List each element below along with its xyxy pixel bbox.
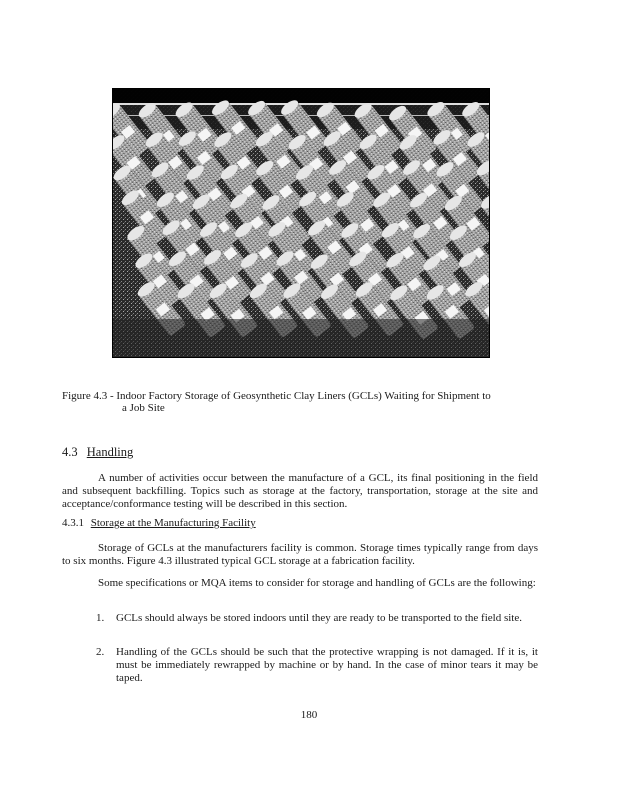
figure-photo [112,88,490,358]
figure-caption [62,390,542,414]
list-item-number: 1. [96,612,105,624]
section-heading [62,445,133,460]
list-item-text: Handling of the GCLs should be such that the protective wrapping is not damaged. If it is, it must be immediately rewrapped by machine or by hand. In the case of minor tears it may be taped. [116,646,538,684]
list-item [96,646,538,685]
subsection-number: 4.3.1 [62,517,84,529]
page-number: 180 [300,709,318,721]
gcl-rolls-photo [113,89,489,357]
list-item [96,612,538,625]
section-number: 4.3 [62,445,78,459]
caption-line-2: a Job Site [122,402,165,414]
caption-line-1: Figure 4.3 - Indoor Factory Storage of Geosynthetic Clay Liners (GCLs) Waiting for Shipment to [62,390,491,402]
section-title: Handling [86,445,134,459]
list-item-number: 2. [96,646,105,658]
specifications-paragraph: Some specifications or MQA items to consider for storage and handling of GCLs are the following: [98,577,536,589]
storage-paragraph: Storage of GCLs at the manufacturers facility is common. Storage times typically range from days to six months. Figure 4.3 illustrated typical GCL storage at a fabrication facility. [62,542,538,567]
list-item-text: GCLs should always be stored indoors until they are ready to be transported to the field site. [116,612,522,624]
subsection-title: Storage at the Manufacturing Facility [90,517,256,529]
section-intro-paragraph: A number of activities occur between the manufacture of a GCL, its final positioning in the field and subsequent backfilling. Topics such as storage at the factory, transportation, storage at the site and acceptance/conformance testing will be described in this section. [62,472,538,510]
subsection-heading [62,517,256,529]
